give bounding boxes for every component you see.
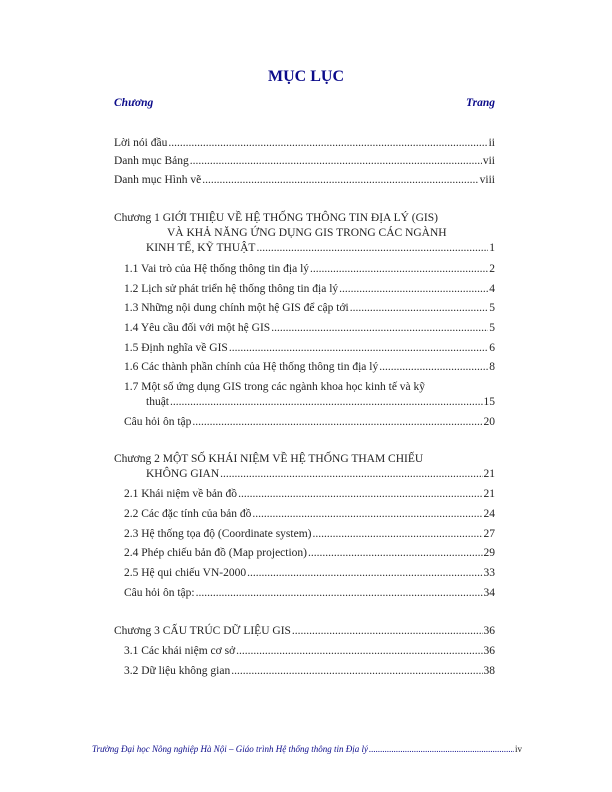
chapter-3-heading[interactable] (114, 624, 495, 638)
dot-leader (168, 136, 487, 150)
toc-entry[interactable] (124, 487, 495, 501)
toc-entry-label: 2.3 Hệ thống tọa độ (Coordinate system) (124, 528, 312, 540)
toc-entry[interactable] (124, 644, 495, 658)
toc-entry-page: 5 (489, 302, 495, 314)
toc-entry-label: 1.6 Các thành phần chính của Hệ thống thông tin địa lý (124, 361, 379, 373)
dot-leader (339, 282, 488, 296)
chapter-2-heading-end[interactable] (146, 467, 495, 481)
dot-leader (202, 173, 478, 187)
chapter-2-title-line1: Chương 2 MỘT SỐ KHÁI NIỆM VỀ HỆ THỐNG THAM CHIẾU (114, 453, 424, 465)
dot-leader (196, 586, 483, 600)
toc-entry-page: 24 (483, 508, 495, 520)
chapter-1-title-line1: Chương 1 GIỚI THIỆU VỀ HỆ THỐNG THÔNG TIN ĐỊA LÝ (GIS) (114, 212, 438, 224)
toc-entry-page: 27 (483, 528, 495, 540)
chapter-1-heading-cont (167, 226, 447, 240)
toc-entry[interactable] (124, 282, 495, 296)
toc-entry[interactable] (124, 586, 495, 600)
column-header-page: Trang (466, 97, 495, 109)
toc-entry-label: 1.3 Những nội dung chính một hệ GIS để cập tới (124, 302, 349, 314)
chapter-1-title-line2: VÀ KHẢ NĂNG ỨNG DỤNG GIS TRONG CÁC NGÀNH (167, 227, 447, 239)
dot-leader (238, 487, 482, 501)
column-header-chapter: Chương (114, 97, 154, 109)
chapter-1-heading[interactable] (114, 211, 438, 225)
toc-entry-page: ii (488, 137, 495, 149)
toc-entry-page: 29 (483, 547, 495, 559)
dot-leader (252, 507, 482, 521)
toc-entry-label: 2.1 Khái niệm về bản đồ (124, 488, 238, 500)
toc-entry-label: 1.1 Vai trò của Hệ thống thông tin địa lý (124, 263, 310, 275)
chapter-2-title-line2: KHÔNG GIAN (146, 468, 220, 480)
chapter-3-page: 36 (483, 625, 495, 637)
toc-entry-label: 1.7 Một số ứng dụng GIS trong các ngành khoa học kinh tế và kỹ (124, 381, 426, 393)
toc-entry[interactable] (124, 380, 425, 394)
toc-entry-page: 34 (483, 587, 495, 599)
toc-entry[interactable] (124, 262, 495, 276)
toc-entry-page: 38 (483, 665, 495, 677)
toc-entry[interactable] (124, 301, 495, 315)
chapter-1-heading-end[interactable] (146, 241, 495, 255)
toc-entry-label: 1.4 Yêu cầu đối với một hệ GIS (124, 322, 271, 334)
toc-entry-page: 36 (483, 645, 495, 657)
toc-entry-page: 5 (489, 322, 495, 334)
footer-page-number: iv (514, 744, 522, 754)
toc-entry-page: 33 (483, 567, 495, 579)
toc-entry-label: 1.2 Lịch sử phát triển hệ thống thông tin địa lý (124, 283, 339, 295)
chapter-2-page: 21 (483, 468, 495, 480)
footer-text: Trường Đại học Nông nghiệp Hà Nội – Giáo trình Hệ thống thông tin Địa lý (92, 744, 368, 754)
chapter-1-page: 1 (489, 242, 495, 254)
toc-entry-label: 3.1 Các khái niệm cơ sở (124, 645, 236, 657)
toc-entry[interactable] (124, 341, 495, 355)
dot-leader (220, 467, 482, 481)
toc-entry-label: Lời nói đầu (114, 137, 168, 149)
dot-leader (350, 301, 489, 315)
page-footer (92, 744, 522, 754)
toc-entry[interactable] (114, 136, 495, 150)
toc-entry-cont[interactable] (146, 395, 495, 409)
toc-entry-label: 2.2 Các đặc tính của bản đồ (124, 508, 252, 520)
dot-leader (236, 644, 482, 658)
toc-entry-page: 6 (489, 342, 495, 354)
toc-entry-page: 20 (483, 416, 495, 428)
toc-entry-label: 2.5 Hệ qui chiếu VN-2000 (124, 567, 247, 579)
dot-leader (192, 415, 482, 429)
toc-entry[interactable] (114, 154, 495, 168)
dot-leader (231, 664, 482, 678)
toc-entry-page: 15 (483, 396, 495, 408)
toc-entry[interactable] (124, 566, 495, 580)
toc-entry[interactable] (124, 546, 495, 560)
toc-entry-label: Câu hỏi ôn tập: (124, 587, 195, 599)
dot-leader (247, 566, 482, 580)
page-title: MỤC LỤC (268, 68, 344, 85)
toc-entry[interactable] (114, 173, 495, 187)
toc-entry[interactable] (124, 507, 495, 521)
dot-leader (292, 624, 483, 638)
toc-entry[interactable] (124, 664, 495, 678)
dot-leader (310, 262, 488, 276)
toc-entry-page: 4 (489, 283, 495, 295)
dot-leader (256, 241, 488, 255)
dot-leader (369, 744, 514, 754)
toc-entry[interactable] (124, 321, 495, 335)
toc-entry-page: 2 (489, 263, 495, 275)
toc-entry-label: 1.5 Định nghĩa về GIS (124, 342, 228, 354)
toc-entry-page: 8 (489, 361, 495, 373)
dot-leader (271, 321, 488, 335)
toc-entry-page: vii (482, 155, 495, 167)
toc-entry[interactable] (124, 415, 495, 429)
toc-entry-page: 21 (483, 488, 495, 500)
dot-leader (170, 395, 483, 409)
chapter-1-title-line3: KINH TẾ, KỸ THUẬT (146, 242, 256, 254)
toc-entry[interactable] (124, 360, 495, 374)
toc-entry-label: Danh mục Bảng (114, 155, 189, 167)
toc-entry[interactable] (124, 527, 495, 541)
toc-entry-label: 2.4 Phép chiếu bản đồ (Map projection) (124, 547, 307, 559)
toc-entry-label: 3.2 Dữ liệu không gian (124, 665, 231, 677)
toc-entry-label: Câu hỏi ôn tập (124, 416, 192, 428)
chapter-2-heading[interactable] (114, 452, 423, 466)
toc-entry-label: thuật (146, 396, 169, 408)
toc-entry-page: viii (479, 174, 495, 186)
dot-leader (312, 527, 482, 541)
dot-leader (379, 360, 488, 374)
dot-leader (229, 341, 488, 355)
chapter-3-title: Chương 3 CẤU TRÚC DỮ LIỆU GIS (114, 625, 291, 637)
dot-leader (308, 546, 483, 560)
toc-entry-label: Danh mục Hình vẽ (114, 174, 202, 186)
dot-leader (190, 154, 482, 168)
